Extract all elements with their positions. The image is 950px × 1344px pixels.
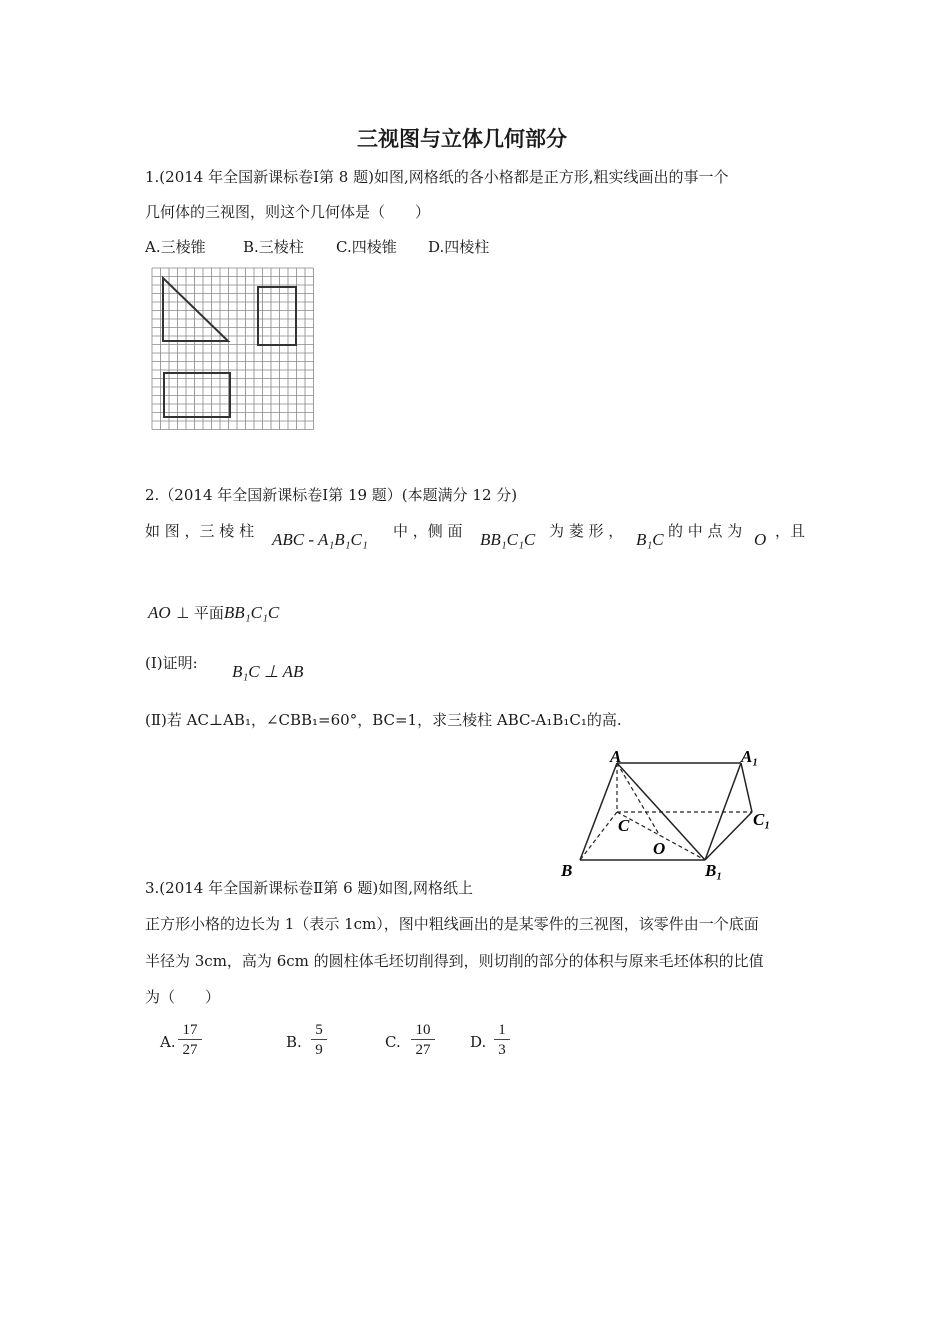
label-b: B <box>561 861 573 880</box>
q2-header: 2.（2014 年全国新课标卷Ⅰ第 19 题）(本题满分 12 分) <box>145 486 518 504</box>
q3-option-c-fraction <box>411 1021 435 1060</box>
q3-option-d-num: 1 <box>498 1022 506 1038</box>
q2-intro-1: 如 图 ，三 棱 柱 <box>145 522 255 540</box>
label-c1: C₁ <box>753 810 771 829</box>
q2-edge-expr: B₁C <box>636 530 664 549</box>
q2-intro-4: 的 中 点 为 <box>668 522 743 540</box>
label-a: A <box>610 747 622 766</box>
q3-option-d-den: 3 <box>494 1039 510 1060</box>
q3-line2: 正方形小格的边长为 1（表示 1cm），图中粗线画出的是某零件的三视图，该零件由一个底面 <box>145 915 759 933</box>
q3-option-c-den: 27 <box>411 1039 435 1060</box>
label-b1: B₁ <box>705 861 723 880</box>
q3-option-a-den: 27 <box>178 1039 202 1060</box>
q2-intro-3: 为 菱 形 ， <box>549 522 624 540</box>
q3-option-c-label: C. <box>385 1033 401 1051</box>
q3-option-a-num: 17 <box>182 1022 198 1038</box>
q3-line1: 3.(2014 年全国新课标卷Ⅱ第 6 题)如图,网格纸上 <box>145 879 474 897</box>
q3-option-a-label: A. <box>160 1033 176 1051</box>
q3-option-b-num: 5 <box>315 1022 323 1038</box>
q2-condition <box>148 602 279 623</box>
q3-option-c-num: 10 <box>415 1022 431 1038</box>
q2-cond-perp: ⊥ 平面 <box>176 604 224 622</box>
q2-part1-label: (Ⅰ)证明: <box>145 654 198 672</box>
front-view-triangle <box>163 278 228 341</box>
q2-part1-expr: B₁C ⊥ AB <box>232 662 304 681</box>
label-o: O <box>653 839 666 858</box>
q2-cond-plane: BB₁C₁C <box>223 603 280 622</box>
q1-option-c: C.四棱锥 <box>336 238 397 256</box>
q3-option-b-label: B. <box>286 1033 302 1051</box>
q1-line1: 1.(2014 年全国新课标卷Ⅰ第 8 题)如图,网格纸的各小格都是正方形,粗实线画出的事一个 <box>145 168 729 186</box>
label-c: C <box>618 816 630 835</box>
q2-prism-expr: ABC - A₁B₁C₁ <box>272 530 368 549</box>
q1-option-b: B.三棱柱 <box>243 238 304 256</box>
q3-option-d-fraction <box>494 1021 510 1060</box>
q2-part2: (Ⅱ)若 AC⊥AB₁，∠CBB₁=60°，BC=1，求三棱柱 ABC-A₁B₁C₁的高. <box>145 711 622 729</box>
q2-cond-ao: AO <box>148 603 171 622</box>
label-a1: A₁ <box>741 747 759 766</box>
q3-option-d-label: D. <box>470 1033 487 1051</box>
q3-option-a-fraction <box>178 1021 202 1060</box>
q1-option-a: A.三棱锥 <box>145 238 206 256</box>
q2-intro-5: ，且 <box>775 522 806 540</box>
q1-line2: 几何体的三视图，则这个几何体是（ ） <box>145 203 431 221</box>
q2-face-expr: BB₁C₁C <box>480 530 536 549</box>
q3-option-b-fraction <box>311 1021 327 1060</box>
q1-option-d: D.四棱柱 <box>428 238 490 256</box>
prism-figure <box>555 745 780 885</box>
page-title: 三视图与立体几何部分 <box>357 127 567 151</box>
q3-line4: 为（ ） <box>145 988 221 1006</box>
q2-point-o: O <box>754 530 767 549</box>
three-view-grid-figure <box>148 265 324 431</box>
q3-line3: 半径为 3cm，高为 6cm 的圆柱体毛坯切削得到，则切削的部分的体积与原来毛坯体积的比值 <box>145 952 764 970</box>
q3-option-b-den: 9 <box>311 1039 327 1060</box>
q2-intro-2: 中 ，侧 面 <box>393 522 463 540</box>
